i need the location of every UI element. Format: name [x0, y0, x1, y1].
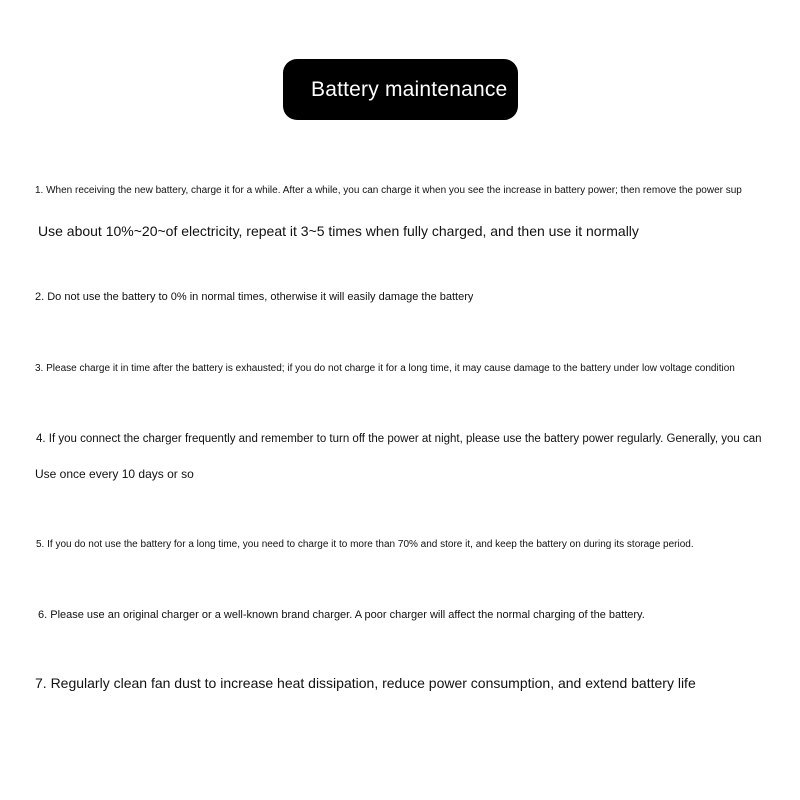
tip-4-line-2: Use once every 10 days or so — [35, 467, 194, 481]
tip-1-line-2: Use about 10%~20~of electricity, repeat it 3~5 times when fully charged, and then use it normally — [38, 223, 639, 239]
tip-6: 6. Please use an original charger or a well-known brand charger. A poor charger will affect the normal charging of the battery. — [38, 609, 645, 621]
tip-5: 5. If you do not use the battery for a long time, you need to charge it to more than 70% and store it, and keep the battery on during its storage period. — [36, 539, 694, 550]
page-title: Battery maintenance — [311, 77, 508, 101]
tip-7: 7. Regularly clean fan dust to increase heat dissipation, reduce power consumption, and extend battery life — [35, 675, 696, 691]
tip-4-line-1: 4. If you connect the charger frequently and remember to turn off the power at night, please use the battery power regularly. Generally, you can — [36, 433, 762, 445]
tip-1-line-1: 1. When receiving the new battery, charge it for a while. After a while, you can charge it when you see the increase in battery power; then remove the power sup — [35, 185, 742, 196]
tip-3: 3. Please charge it in time after the battery is exhausted; if you do not charge it for a long time, it may cause damage to the battery under low voltage condition — [35, 363, 735, 374]
title-badge — [283, 59, 518, 120]
tip-2: 2. Do not use the battery to 0% in normal times, otherwise it will easily damage the battery — [35, 291, 474, 303]
